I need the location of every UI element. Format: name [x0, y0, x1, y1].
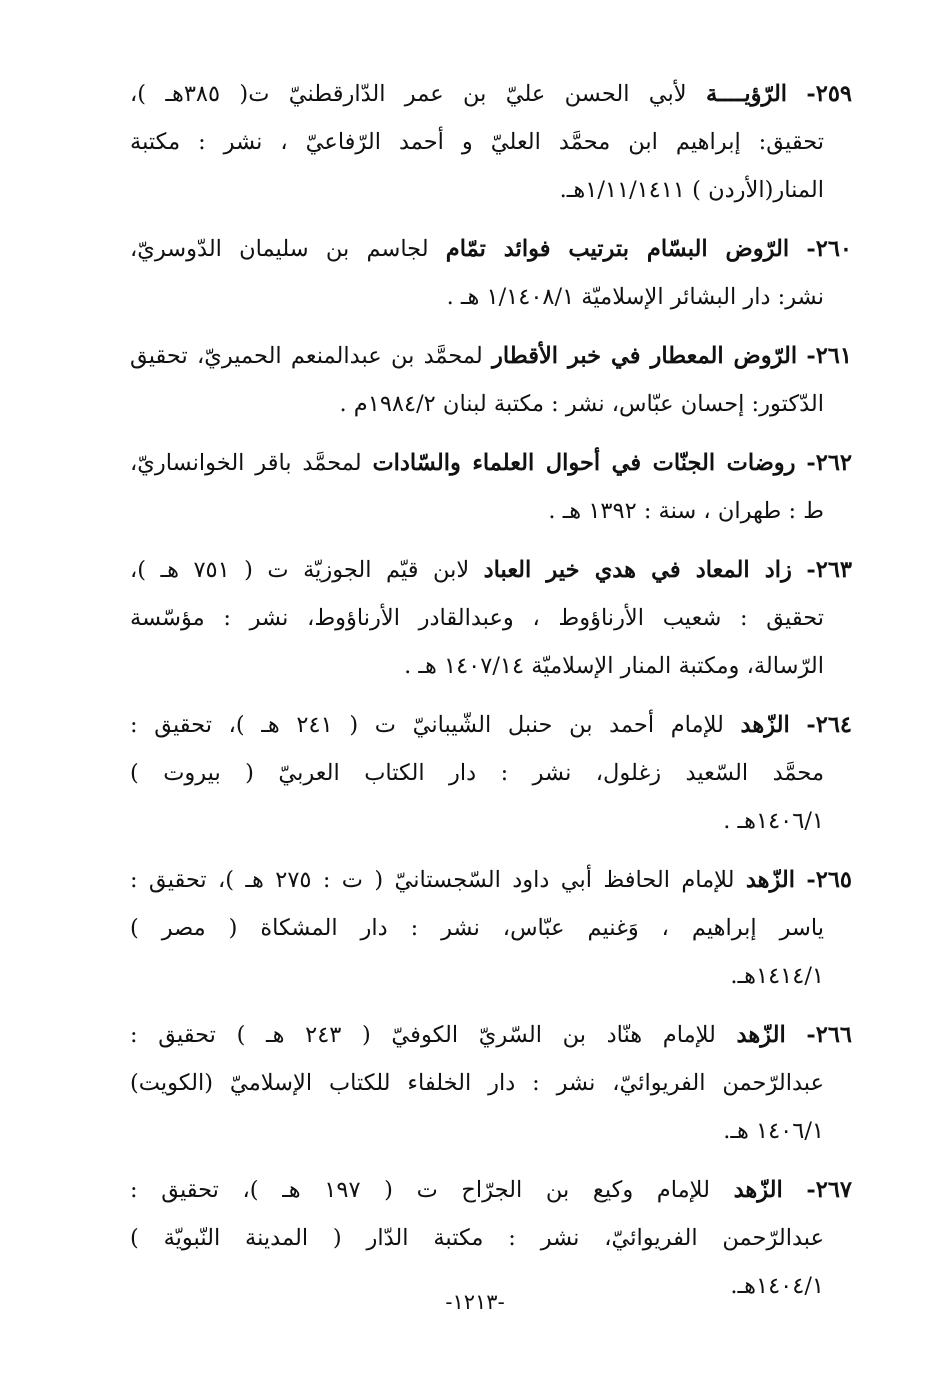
entry-number: ٢٦٠- [806, 236, 852, 262]
bibliography-entry-266 [130, 1011, 852, 1155]
entry-line: الدّكتور: إحسان عبّاس، نشر : مكتبة لبنان ١٩٨٤/٢م . [339, 391, 824, 417]
entry-title: زاد المعاد في هدي خير العباد [483, 557, 792, 583]
bibliography-entry-263 [130, 546, 852, 690]
entry-number: ٢٥٩- [806, 81, 852, 107]
entry-title: روضات الجنّات في أحوال العلماء والسّادات [372, 450, 796, 476]
page-number: -١٢١٣- [445, 1290, 505, 1314]
entry-author: للإمام الحافظ أبي داود السّجستانيّ ( ت : ٢٧٥ هـ )، تحقيق : [130, 867, 746, 893]
entry-line: ١٤١٤/١هـ. [730, 963, 824, 989]
entry-author: للإمام أحمد بن حنبل الشّيبانيّ ت ( ٢٤١ هـ )، تحقيق : [130, 712, 741, 738]
bibliography-entry-264 [130, 701, 852, 845]
entry-first-line [130, 1166, 852, 1214]
entry-title: الرّوض البسّام بترتيب فوائد تمّام [445, 236, 790, 262]
entry-line: ط : طهران ، سنة : ١٣٩٢ هـ . [548, 498, 824, 524]
entry-line: تحقيق: إبراهيم ابن محمَّد العليّ و أحمد الرّفاعيّ ، نشر : مكتبة [130, 129, 824, 155]
entry-line: ١٤٠٦/١ هـ. [723, 1118, 824, 1144]
entry-title: الزّهد [733, 1177, 783, 1203]
entry-title: الزّهد [736, 1022, 786, 1048]
entry-number: ٢٦٥- [806, 867, 852, 893]
entry-number: ٢٦٦- [806, 1022, 852, 1048]
entry-first-line [130, 225, 852, 273]
entry-line: ١٤٠٤/١هـ. [730, 1273, 824, 1299]
entry-line: محمَّد السّعيد زغلول، نشر : دار الكتاب العربيّ ( بيروت ) [130, 760, 824, 786]
entry-first-line [130, 1011, 852, 1059]
entry-first-line [130, 856, 852, 904]
entry-number: ٢٦٢- [806, 450, 852, 476]
entry-first-line [130, 439, 852, 487]
entry-line: المنار(الأردن ) ١/١١/١٤١١هـ. [559, 177, 824, 203]
entry-first-line [130, 70, 852, 118]
bibliography-entry-267 [130, 1166, 852, 1310]
bibliography-entry-259 [130, 70, 852, 214]
entry-title: الرّوض المعطار في خبر الأقطار [492, 343, 798, 369]
entry-author: لجاسم بن سليمان الدّوسريّ، [130, 236, 446, 262]
entry-line: تحقيق : شعيب الأرناؤوط ، وعبدالقادر الأرناؤوط، نشر : مؤسّسة [130, 605, 824, 631]
entry-line: عبدالرّحمن الفريوائيّ، نشر : دار الخلفاء للكتاب الإسلاميّ (الكويت) [130, 1070, 824, 1096]
entry-author: للإمام وكيع بن الجرّاح ت ( ١٩٧ هـ )، تحقيق : [130, 1177, 734, 1203]
entry-title: الرّؤيــــة [705, 81, 788, 107]
bibliography-entry-260 [130, 225, 852, 321]
entry-first-line [130, 332, 852, 380]
bibliography-entry-262 [130, 439, 852, 535]
entry-author: لابن قيّم الجوزيّة ت ( ٧٥١ هـ )، [130, 557, 484, 583]
document-body [130, 70, 852, 1321]
entry-author: لمحمَّد باقر الخوانساريّ، [130, 450, 373, 476]
entry-line: عبدالرّحمن الفريوائيّ، نشر : مكتبة الدّار ( المدينة النّبويّة ) [130, 1225, 824, 1251]
entry-number: ٢٦٤- [806, 712, 852, 738]
entry-number: ٢٦٣- [806, 557, 852, 583]
entry-line: الرّسالة، ومكتبة المنار الإسلاميّة ١٤٠٧/١٤ هـ . [404, 653, 824, 679]
entry-line: ١٤٠٦/١هـ . [723, 808, 824, 834]
entry-line: ياسر إبراهيم ، وَغنيم عبّاس، نشر : دار المشكاة ( مصر ) [130, 915, 824, 941]
entry-line: نشر: دار البشائر الإسلاميّة ١/١٤٠٨/١ هـ . [446, 284, 824, 310]
entry-number: ٢٦١- [806, 343, 852, 369]
entry-author: للإمام هنّاد بن السّريّ الكوفيّ ( ٢٤٣ هـ ) تحقيق : [130, 1022, 737, 1048]
entry-author: لأبي الحسن عليّ بن عمر الدّارقطنيّ ت( ٣٨٥هـ )، [130, 81, 706, 107]
entry-title: الزّهد [740, 712, 790, 738]
entry-number: ٢٦٧- [806, 1177, 852, 1203]
entry-first-line [130, 546, 852, 594]
bibliography-entry-261 [130, 332, 852, 428]
entry-first-line [130, 701, 852, 749]
bibliography-entry-265 [130, 856, 852, 1000]
entry-author: لمحمَّد بن عبدالمنعم الحميريّ، تحقيق [130, 343, 493, 369]
entry-title: الزّهد [745, 867, 796, 893]
